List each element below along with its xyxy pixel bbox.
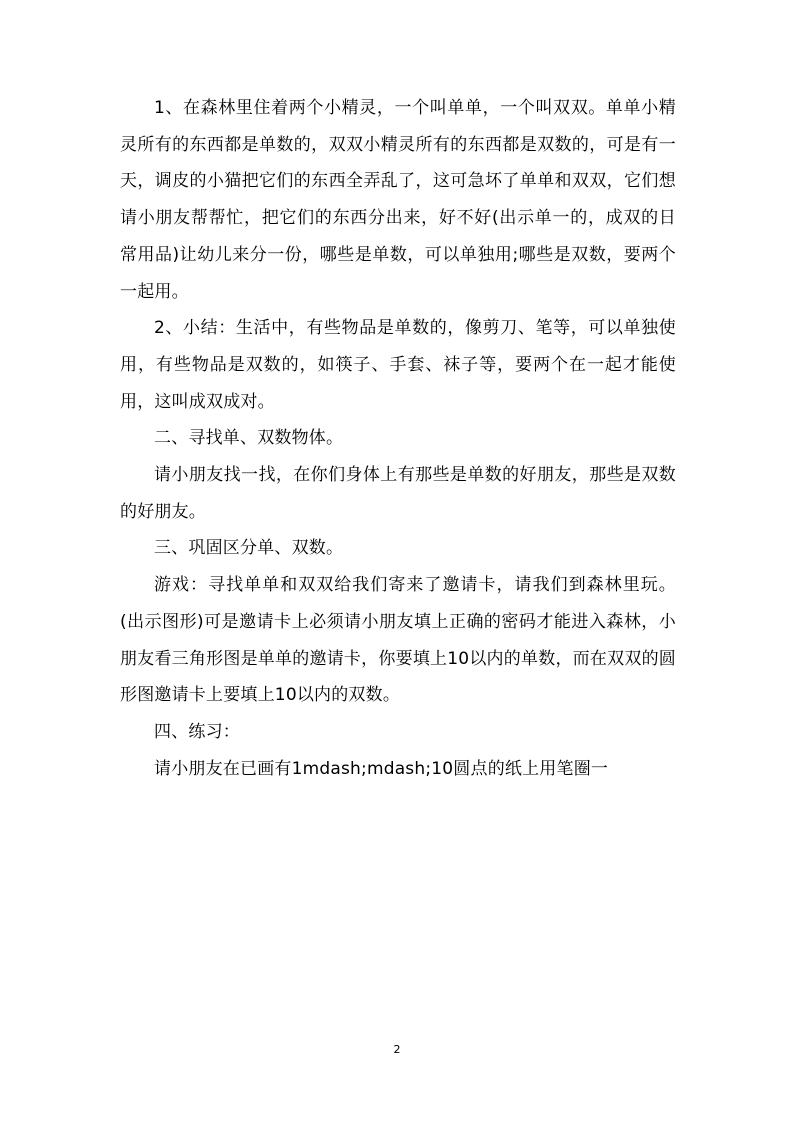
paragraph-find-objects: 请小朋友找一找，在你们身体上有那些是单数的好朋友，那些是双数的好朋友。 — [120, 465, 676, 522]
paragraph-story: 1、在森林里住着两个小精灵，一个叫单单，一个叫双双。单单小精灵所有的东西都是单数的，双双小精灵所有的东西都是双数的，可是有一天，调皮的小猫把它们的东西全弄乱了，这可急坏了单单和双双，它们想请小朋友帮帮忙，把它们的东西分出来，好不好(出示单一的，成双的日常用品)让幼儿来分一份，哪些是单数，可以单独用;哪些是双数，要两个一起用。 — [120, 98, 676, 302]
paragraph-summary: 2、小结：生活中，有些物品是单数的，像剪刀、笔等，可以单独使用，有些物品是双数的，如筷子、手套、袜子等，要两个在一起才能使用，这叫成双成对。 — [120, 318, 676, 412]
document-body — [120, 90, 676, 787]
section-heading-practice: 四、练习： — [154, 721, 240, 742]
paragraph-game: 游戏：寻找单单和双双给我们寄来了邀请卡，请我们到森林里玩。(出示图形)可是邀请卡上必须请小朋友填上正确的密码才能进入森林，小朋友看三角形图是单单的邀请卡，你要填上10以内的单数，而在双双的圆形图邀请卡上要填上10以内的双数。 — [120, 575, 676, 706]
section-heading-consolidate: 三、巩固区分单、双数。 — [154, 538, 344, 559]
section-heading-find-objects: 二、寻找单、双数物体。 — [154, 428, 344, 449]
paragraph-practice: 请小朋友在已画有1mdash;mdash;10圆点的纸上用笔圈一 — [154, 758, 609, 779]
page-number: 2 — [393, 1043, 401, 1056]
